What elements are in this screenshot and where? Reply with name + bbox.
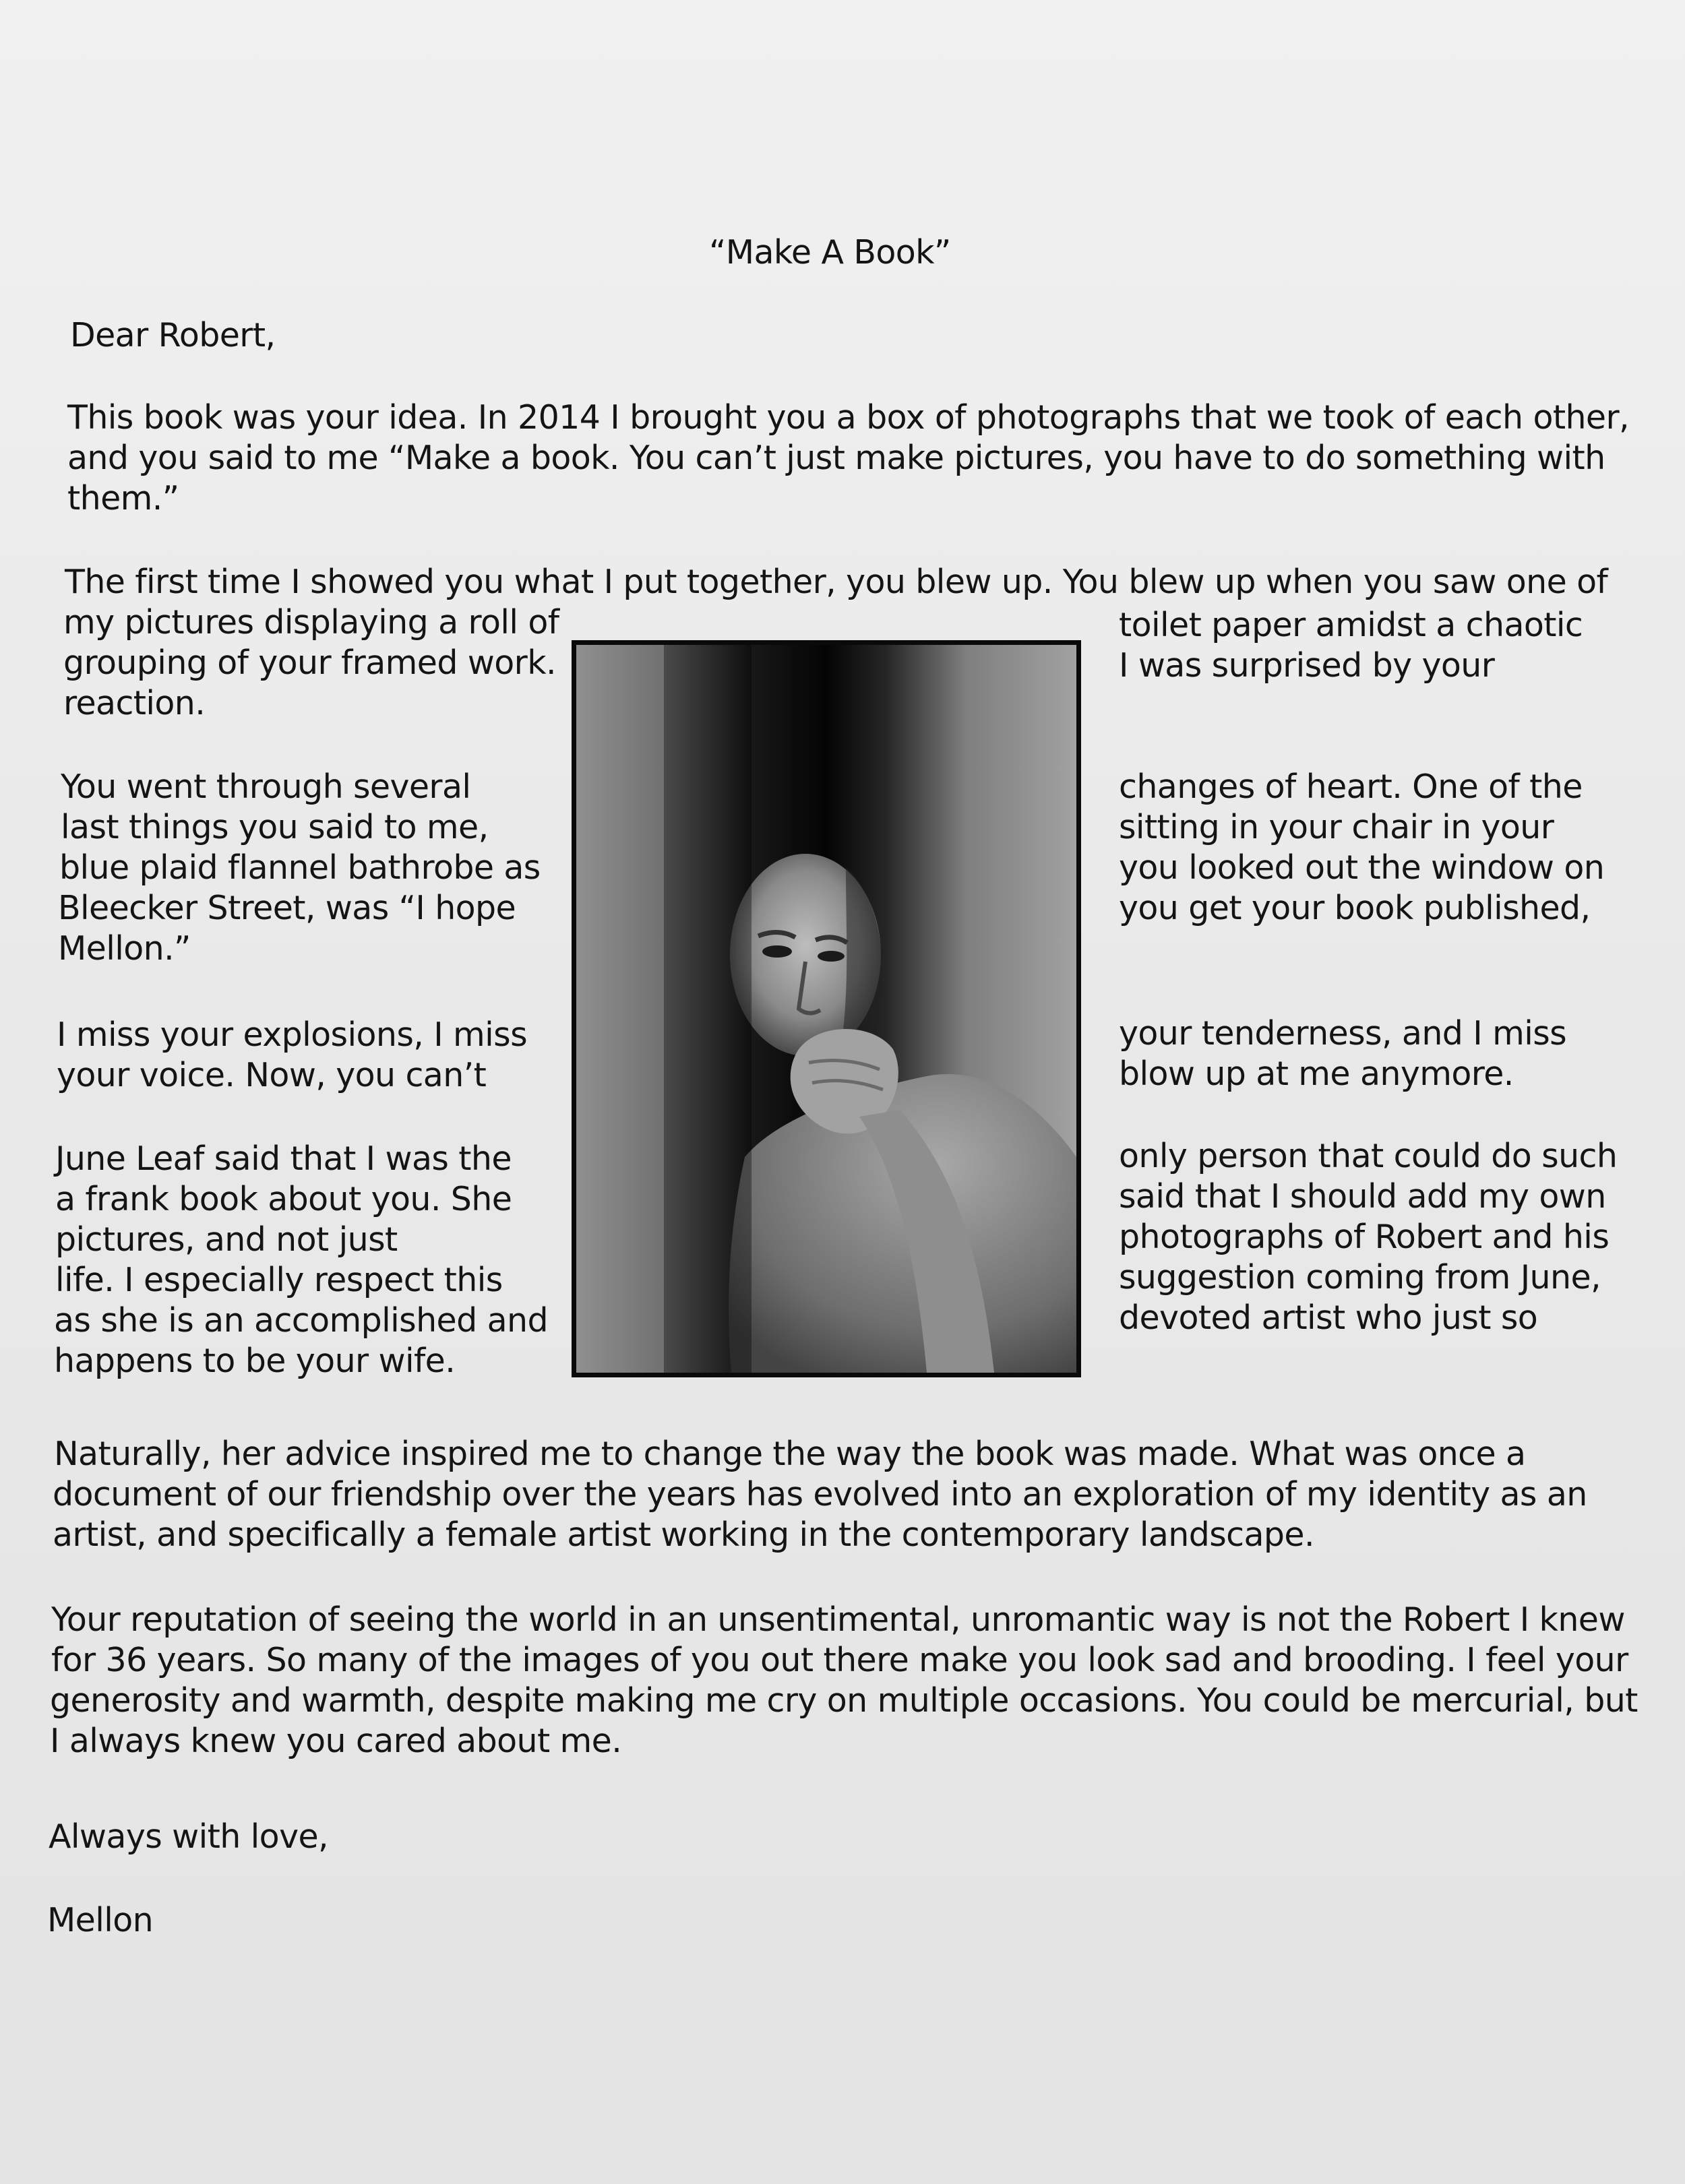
paragraph5-left-line1: June Leaf said that I was the	[55, 1140, 512, 1178]
paragraph3-left-line5: Mellon.”	[58, 929, 191, 968]
paragraph6-line3: artist, and specifically a female artist working in the contemporary landscape.	[53, 1516, 1314, 1554]
paragraph2-right-line1: toilet paper amidst a chaotic	[1119, 606, 1583, 644]
paragraph2-right-line2: I was surprised by your	[1119, 646, 1495, 685]
paragraph5-left-line2: a frank book about you. She	[55, 1180, 512, 1218]
paragraph5-right-line2: said that I should add my own	[1119, 1177, 1606, 1216]
paragraph5-right-line4: suggestion coming from June,	[1119, 1258, 1601, 1297]
paragraph4-right-line1: your tenderness, and I miss	[1119, 1014, 1567, 1053]
closing: Always with love,	[49, 1817, 328, 1856]
salutation: Dear Robert,	[70, 316, 276, 354]
paragraph1-line2: and you said to me “Make a book. You can’t just make pictures, you have to do something with	[67, 439, 1605, 477]
letter-title: “Make A Book”	[709, 233, 951, 272]
paragraph3-left-line3: blue plaid flannel bathrobe as	[59, 848, 541, 887]
paragraph6-line2: document of our friendship over the years has evolved into an exploration of my identity as an	[53, 1475, 1587, 1514]
paragraph5-right-line1: only person that could do such	[1119, 1137, 1618, 1175]
paragraph3-right-line2: sitting in your chair in your	[1119, 808, 1554, 846]
paragraph4-left-line1: I miss your explosions, I miss	[57, 1016, 528, 1054]
paragraph5-right-line5: devoted artist who just so	[1119, 1299, 1538, 1337]
paragraph5-left-line3: pictures, and not just	[55, 1220, 398, 1259]
paragraph4-left-line2: your voice. Now, you can’t	[57, 1056, 487, 1094]
paragraph3-right-line3: you looked out the window on	[1119, 848, 1605, 887]
paragraph7-line1: Your reputation of seeing the world in an unsentimental, unromantic way is not the Robert I knew	[51, 1600, 1625, 1639]
signature: Mellon	[47, 1901, 154, 1939]
paragraph5-left-line6: happens to be your wife.	[54, 1342, 456, 1380]
portrait-photo	[572, 640, 1081, 1377]
paragraph2-left-line3: reaction.	[63, 684, 206, 722]
paragraph3-left-line4: Bleecker Street, was “I hope	[58, 889, 516, 927]
paragraph2-left-line1: my pictures displaying a roll of	[63, 603, 559, 642]
paragraph4-right-line2: blow up at me anymore.	[1119, 1055, 1514, 1093]
paragraph3-left-line2: last things you said to me,	[61, 808, 489, 846]
paragraph6-line1: Naturally, her advice inspired me to change the way the book was made. What was once a	[54, 1435, 1526, 1473]
paragraph2-top-line: The first time I showed you what I put together, you blew up. You blew up when you saw one of	[65, 563, 1608, 601]
portrait-image	[576, 645, 1076, 1373]
paragraph3-right-line4: you get your book published,	[1119, 889, 1591, 927]
paragraph2-left-line2: grouping of your framed work.	[63, 644, 556, 682]
paragraph5-left-line5: as she is an accomplished and	[54, 1301, 548, 1340]
paragraph1-line3: them.”	[67, 479, 179, 518]
paragraph7-line2: for 36 years. So many of the images of you out there make you look sad and brooding. I feel your	[51, 1641, 1628, 1679]
paragraph3-right-line1: changes of heart. One of the	[1119, 768, 1583, 806]
paragraph1-line1: This book was your idea. In 2014 I brought you a box of photographs that we took of each other,	[67, 398, 1629, 437]
paragraph7-line4: I always knew you cared about me.	[50, 1722, 622, 1760]
paragraph5-left-line4: life. I especially respect this	[55, 1261, 503, 1299]
paragraph5-right-line3: photographs of Robert and his	[1119, 1218, 1610, 1256]
paragraph7-line3: generosity and warmth, despite making me cry on multiple occasions. You could be mercurial, but	[50, 1681, 1638, 1720]
paragraph3-left-line1: You went through several	[61, 768, 471, 806]
